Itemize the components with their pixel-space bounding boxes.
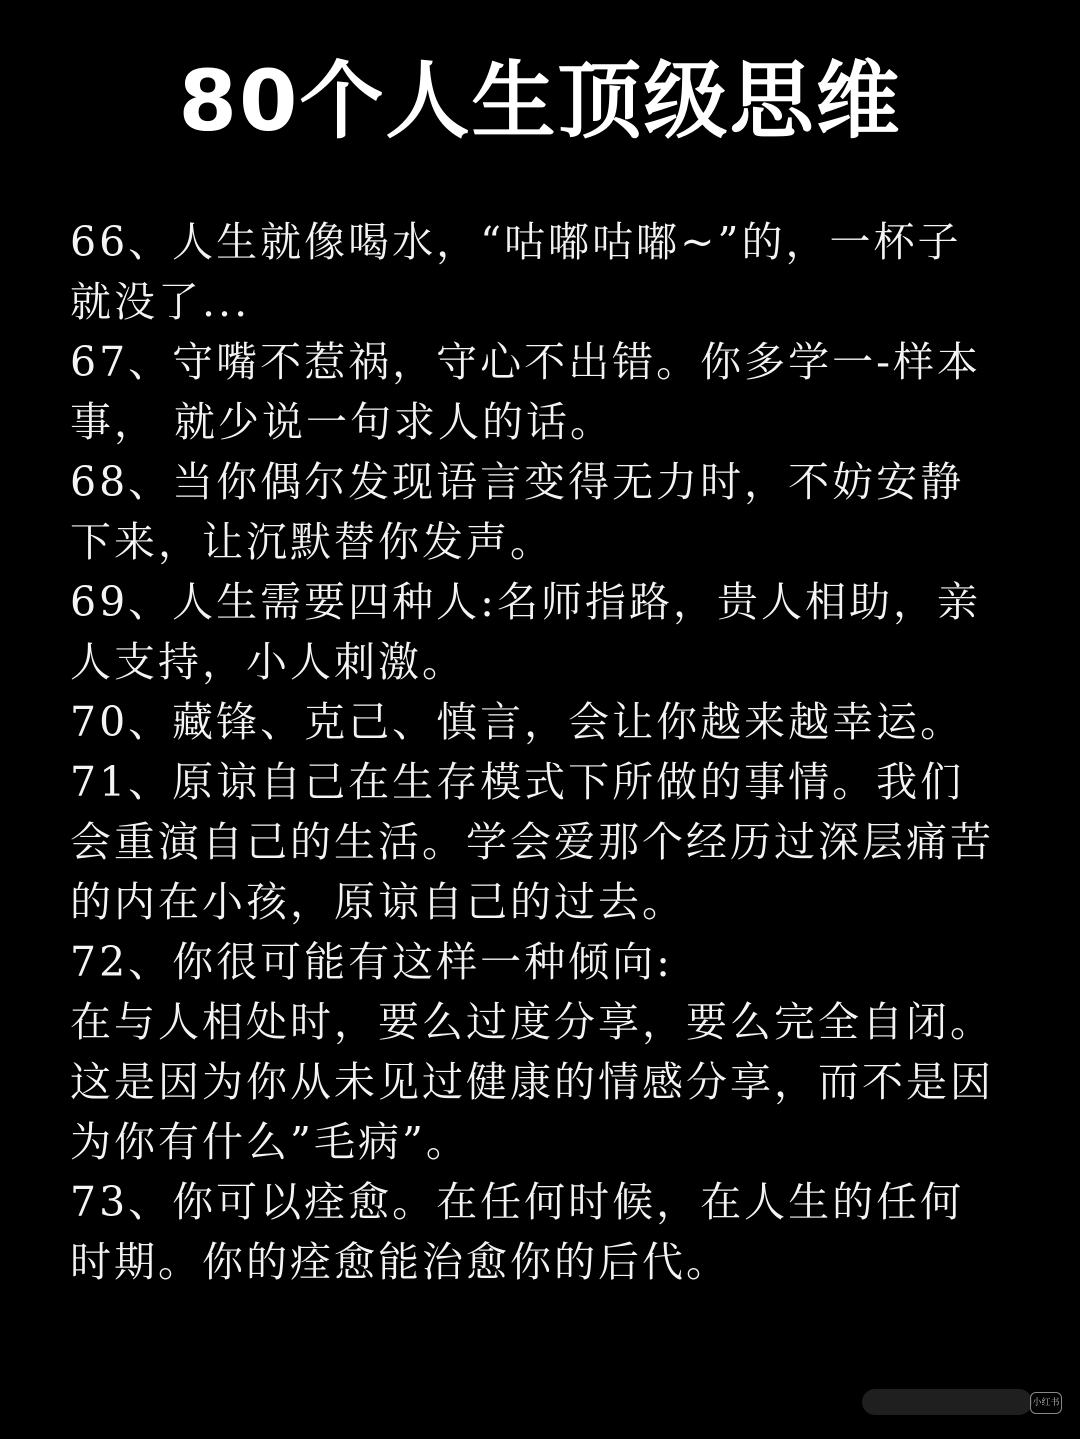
thought-entry-66: 66、人生就像喝水，“咕嘟咕嘟~”的，一杯子就没了... — [70, 218, 962, 326]
thought-list — [70, 212, 1005, 1292]
thought-entry-72: 72、你很可能有这样一种倾向: — [70, 938, 673, 986]
blurred-username — [862, 1389, 1032, 1415]
thought-entry-68: 68、当你偶尔发现语言变得无力时，不妨安静下来，让沉默替你发声。 — [70, 458, 965, 566]
page-title: 80个人生顶级思维 — [178, 52, 902, 150]
thought-entry-73: 73、你可以痊愈。在任何时候，在人生的任何时期。你的痊愈能治愈你的后代。 — [70, 1178, 965, 1286]
watermark — [862, 1383, 1062, 1419]
thought-entry-70: 70、藏锋、克己、慎言，会让你越来越幸运。 — [70, 698, 965, 746]
thought-entry-71: 71、原谅自己在生存模式下所做的事情。我们会重演自己的生活。学会爱那个经历过深层痛苦的内在小孩，原谅自己的过去。 — [70, 758, 994, 926]
watermark-badge: 小红书 — [1030, 1392, 1062, 1414]
thought-entry-69: 69、人生需要四种人:名师指路，贵人相助，亲人支持，小人刺激。 — [70, 578, 981, 686]
thought-entry-67: 67、守嘴不惹祸，守心不出错。你多学一-样本事， 就少说一句求人的话。 — [70, 338, 982, 446]
thought-entry-72-continued: 在与人相处时，要么过度分享，要么完全自闭。这是因为你从未见过健康的情感分享，而不是因为你有什么”毛病”。 — [70, 998, 994, 1166]
